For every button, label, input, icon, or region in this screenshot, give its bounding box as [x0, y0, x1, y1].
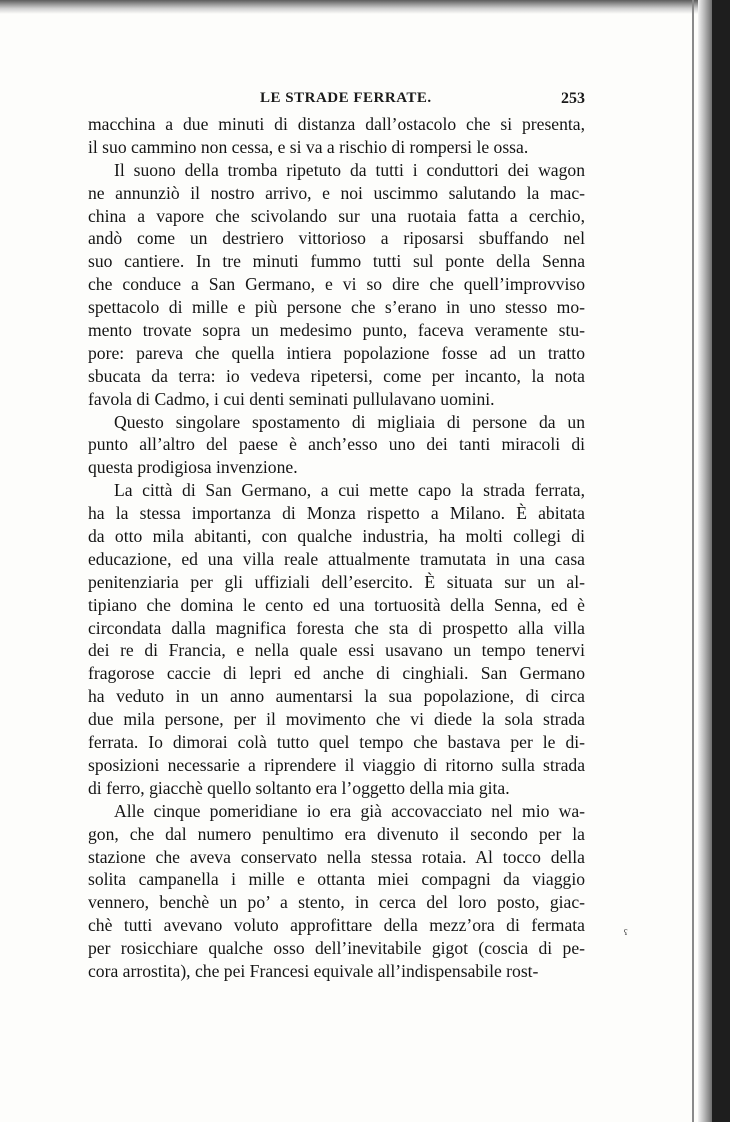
book-spine-edge — [712, 0, 730, 1122]
text-line: china a vapore che scivolando sur una ruotaia fatta a cerchio, — [88, 205, 585, 226]
text-line: Alle cinque pomeridiane io era già accovacciato nel mio wa- — [114, 800, 585, 821]
text-line: solita campanella i mille e ottanta miei compagni da viaggio — [88, 869, 585, 890]
text-line: che conduce a San Germano, e vi so dire che quell’improvviso — [88, 274, 585, 295]
text-line: favola di Cadmo, i cui denti seminati pullulavano uomini. — [88, 388, 495, 409]
text-line: per rosicchiare qualche osso dell’inevitabile gigot (coscia di pe- — [88, 938, 585, 959]
text-line: Il suono della tromba ripetuto da tutti i conduttori dei wagon — [114, 159, 585, 180]
text-line: vennero, benchè un po’ a stento, in cerca del loro posto, giac- — [88, 892, 585, 913]
text-line: Questo singolare spostamento di migliaia di persone da un — [114, 411, 585, 432]
text-line: penitenziaria per gli uffiziali dell’esercito. È situata sur un al- — [88, 571, 585, 592]
text-line: da otto mila abitanti, con qualche industria, ha molti collegi di — [88, 526, 585, 547]
page-header — [88, 88, 585, 114]
text-line: ha la stessa importanza di Monza rispetto a Milano. È abitata — [88, 503, 585, 524]
paragraph — [88, 479, 585, 799]
text-line: pore: pareva che quella intiera popolazione fosse ad un tratto — [88, 342, 585, 363]
text-line: gon, che dal numero penultimo era divenuto il secondo per la — [88, 823, 585, 844]
text-line: stazione che aveva conservato nella stessa rotaia. Al tocco della — [88, 846, 585, 867]
text-line: di ferro, giacchè quello soltanto era l’oggetto della mia gita. — [88, 777, 510, 798]
text-line: punto all’altro del paese è anch’esso uno dei tanti miracoli di — [88, 434, 585, 455]
page-edge-shading — [698, 0, 712, 1122]
running-title: LE STRADE FERRATE. — [260, 90, 432, 106]
text-line: ha veduto in un anno aumentarsi la sua popolazione, di circa — [88, 686, 585, 707]
text-line: questa prodigiosa invenzione. — [88, 457, 298, 478]
text-line: circondata dalla magnifica foresta che sta di prospetto alla villa — [88, 617, 585, 638]
text-line: spettacolo di mille e più persone che s’erano in uno stesso mo- — [88, 297, 585, 318]
text-line: ferrata. Io dimorai colà tutto quel tempo che bastava per le di- — [88, 732, 585, 753]
text-line: La città di San Germano, a cui mette capo la strada ferrata, — [114, 480, 585, 501]
paragraph — [88, 159, 585, 411]
text-line: sbucata da terra: io vedeva ripetersi, come per incanto, la nota — [88, 365, 585, 386]
text-line: fragorose caccie di lepri ed anche di cinghiali. San Germano — [88, 663, 585, 684]
text-line: due mila persone, per il movimento che vi diede la sola strada — [88, 709, 585, 730]
scan-top-shadow — [0, 0, 712, 14]
text-line: il suo cammino non cessa, e si va a rischio di rompersi le ossa. — [88, 136, 529, 157]
text-line: macchina a due minuti di distanza dall’ostacolo che si presenta, — [88, 114, 585, 134]
text-line: cora arrostita), che pei Francesi equivale all’indispensabile rost- — [88, 960, 539, 981]
page-number: 253 — [561, 90, 585, 107]
text-line: dei re di Francia, e nella quale essi usavano un tempo tenervi — [88, 640, 585, 661]
paragraph — [88, 113, 585, 159]
text-line: ne annunziò il nostro arrivo, e noi uscimmo salutando la mac- — [88, 182, 585, 203]
text-line: tipiano che domina le cento ed una tortuosità della Senna, ed è — [88, 594, 585, 615]
text-line: sposizioni necessarie a riprendere il viaggio di ritorno sulla strada — [88, 754, 585, 775]
margin-ink-mark-icon: ˤ — [624, 928, 628, 943]
text-line: andò come un destriero vittorioso a riposarsi sbuffando nel — [88, 228, 585, 249]
text-line: educazione, ed una villa reale attualmente tramutata in una casa — [88, 548, 585, 569]
paragraph — [88, 800, 585, 983]
body-text — [88, 113, 585, 983]
page-edge-line — [692, 0, 694, 1122]
text-line: chè tutti avevano voluto approfittare della mezz’ora di fermata — [88, 915, 585, 936]
paragraph — [88, 411, 585, 480]
text-line: mento trovate sopra un medesimo punto, faceva veramente stu- — [88, 320, 585, 341]
text-line: suo cantiere. In tre minuti fummo tutti sul ponte della Senna — [88, 251, 585, 272]
